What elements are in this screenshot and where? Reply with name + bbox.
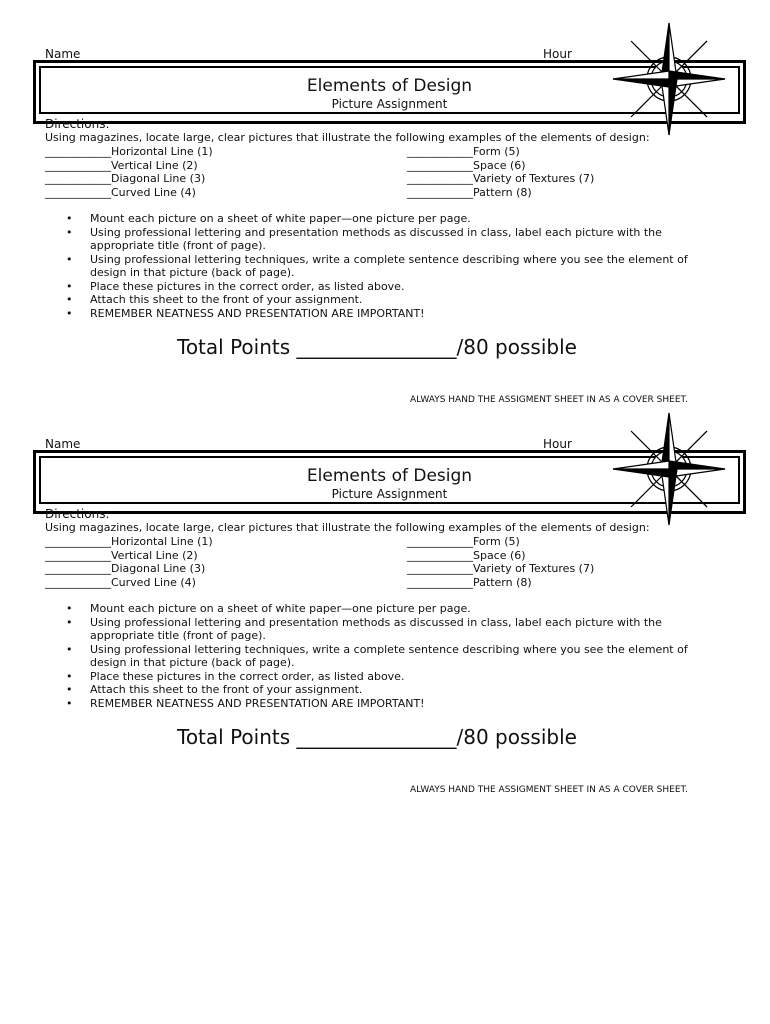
page-subtitle: Picture Assignment <box>331 487 448 501</box>
hour-label: Hour <box>543 47 572 61</box>
page-subtitle: Picture Assignment <box>331 97 448 111</box>
instruction-item: • Mount each picture on a sheet of white paper—one picture per page. <box>62 602 722 616</box>
list-item: ____________Diagonal Line (3) <box>45 172 206 185</box>
list-item: ____________Curved Line (4) <box>45 575 196 589</box>
list-item: ____________Curved Line (4) <box>45 185 196 199</box>
list-item: ____________Vertical Line (2) <box>45 158 198 172</box>
instruction-item: • Place these pictures in the correct order, as listed above. <box>62 280 722 294</box>
list-item: ____________Variety of Textures (7) <box>407 172 595 185</box>
list-item: ____________Pattern (8) <box>407 185 532 199</box>
instruction-item: • Place these pictures in the correct order, as listed above. <box>62 670 722 684</box>
compass-star-icon <box>611 22 727 136</box>
instruction-list <box>62 212 722 320</box>
list-item: ____________Vertical Line (2) <box>45 548 198 562</box>
hour-label: Hour <box>543 437 572 451</box>
page-title: Elements of Design <box>306 76 473 96</box>
list-item: ____________Variety of Textures (7) <box>407 562 595 575</box>
list-item: ____________Form (5) <box>407 145 520 158</box>
cover-sheet-note: ALWAYS HAND THE ASSIGMENT SHEET IN AS A COVER SHEET. <box>410 395 688 405</box>
instruction-item: • Using professional lettering and presentation methods as discussed in class, label each picture with the appropriate title (front of page). <box>62 616 722 643</box>
instruction-item: • REMEMBER NEATNESS AND PRESENTATION ARE IMPORTANT! <box>62 697 722 711</box>
compass-star-icon <box>611 412 727 526</box>
page-title: Elements of Design <box>306 466 473 486</box>
list-item: ____________Diagonal Line (3) <box>45 562 206 575</box>
instruction-list <box>62 602 722 710</box>
total-points: Total Points ________________/80 possible <box>177 725 577 749</box>
instruction-item: • Using professional lettering and presentation methods as discussed in class, label each picture with the appropriate title (front of page). <box>62 226 722 253</box>
cover-sheet-note: ALWAYS HAND THE ASSIGMENT SHEET IN AS A COVER SHEET. <box>410 785 688 795</box>
directions-label: Directions: <box>45 507 110 521</box>
instruction-item: • Attach this sheet to the front of your assignment. <box>62 683 722 697</box>
name-label: Name <box>45 437 81 451</box>
instruction-item: • REMEMBER NEATNESS AND PRESENTATION ARE IMPORTANT! <box>62 307 722 321</box>
assignment-sheet-1 <box>0 0 770 405</box>
directions-text: Using magazines, locate large, clear pictures that illustrate the following examples of the elements of design: <box>45 521 650 534</box>
instruction-item: • Using professional lettering techniques, write a complete sentence describing where you see the element of design in that picture (back of page). <box>62 643 722 670</box>
list-item: ____________Horizontal Line (1) <box>45 145 213 158</box>
list-item: ____________Space (6) <box>407 158 526 172</box>
instruction-item: • Mount each picture on a sheet of white paper—one picture per page. <box>62 212 722 226</box>
directions-text: Using magazines, locate large, clear pictures that illustrate the following examples of the elements of design: <box>45 131 650 144</box>
directions-label: Directions: <box>45 117 110 131</box>
name-label: Name <box>45 47 81 61</box>
list-item: ____________Pattern (8) <box>407 575 532 589</box>
instruction-item: • Using professional lettering techniques, write a complete sentence describing where you see the element of design in that picture (back of page). <box>62 253 722 280</box>
assignment-sheet-2 <box>0 390 770 795</box>
total-points: Total Points ________________/80 possible <box>177 335 577 359</box>
list-item: ____________Horizontal Line (1) <box>45 535 213 548</box>
list-item: ____________Space (6) <box>407 548 526 562</box>
instruction-item: • Attach this sheet to the front of your assignment. <box>62 293 722 307</box>
list-item: ____________Form (5) <box>407 535 520 548</box>
